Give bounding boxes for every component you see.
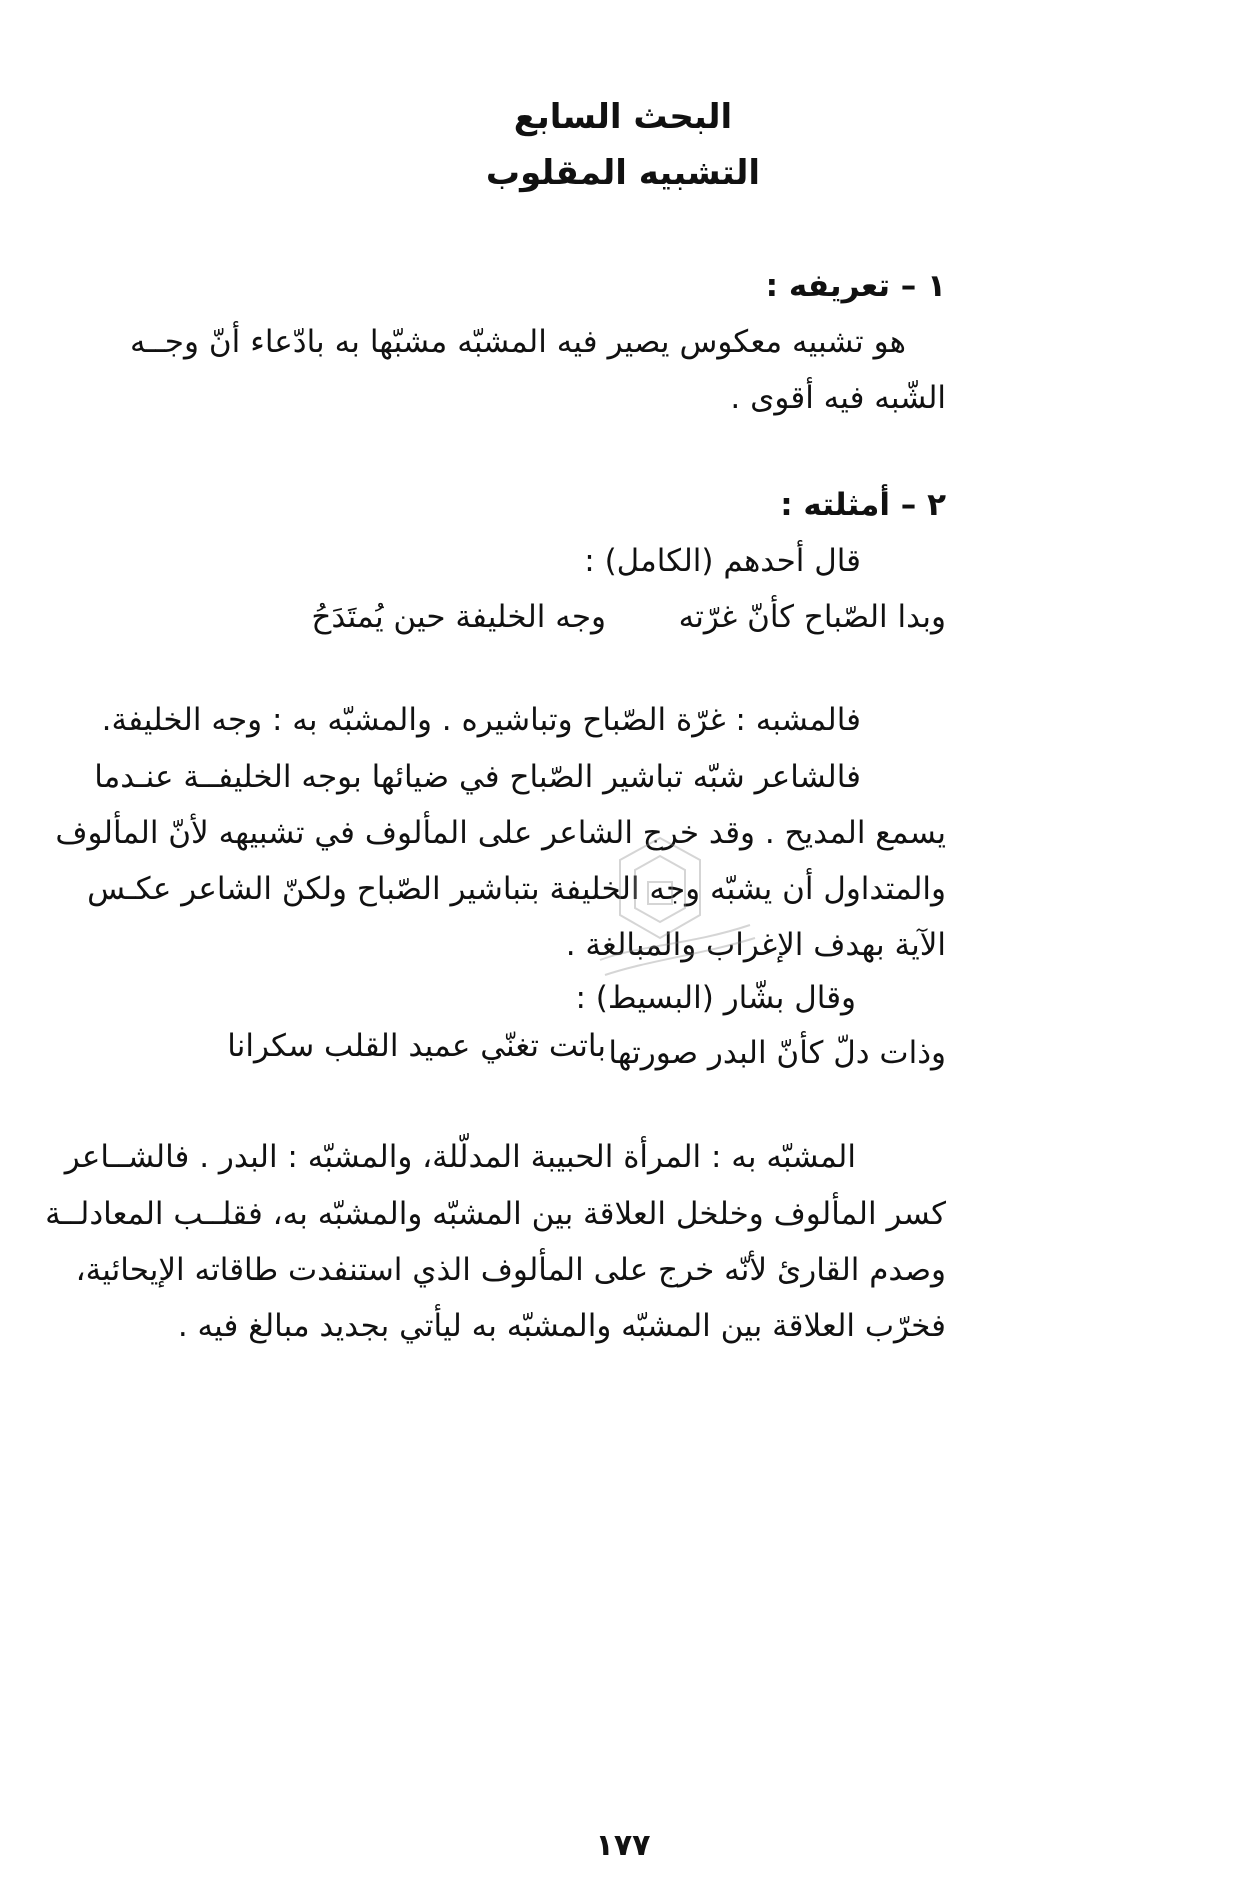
paragraph-2-line-1: المشبّه به : المرأة الحبيبة المدلّلة، والمشبّه : البدر . فالشــاعر <box>64 1139 856 1175</box>
verse-1-second-hemistich: وجه الخليفة حين يُمتَدَحُ <box>311 599 606 635</box>
paragraph-1-line-5: الآية بهدف الإغراب والمبالغة . <box>565 927 946 963</box>
page-number: ١٧٧ <box>595 1828 651 1863</box>
verse-2-second-hemistich: باتت تغنّي عميد القلب سكرانا <box>227 1028 606 1064</box>
chapter-subtitle: التشبيه المقلوب <box>485 153 761 193</box>
chapter-title: البحث السابع <box>513 97 733 137</box>
example-intro-1: قال أحدهم (الكامل) : <box>584 543 861 579</box>
definition-line-2: الشّبه فيه أقوى . <box>730 380 946 416</box>
verse-1-first-hemistich: وبدا الصّباح كأنّ غرّته <box>678 599 946 635</box>
verse-2-first-hemistich: وذات دلّ كأنّ البدر صورتها <box>608 1035 946 1071</box>
paragraph-2-line-3: وصدم القارئ لأنّه خرج على المألوف الذي استنفدت طاقاته الإيحائية، <box>75 1252 946 1288</box>
example-intro-2: وقال بشّار (البسيط) : <box>575 980 856 1016</box>
definition-line-1: هو تشبيه معكوس يصير فيه المشبّه مشبّها به بادّعاء أنّ وجــه <box>130 324 906 360</box>
library-stamp-watermark-icon <box>560 820 760 1020</box>
paragraph-1-line-2: فالشاعر شبّه تباشير الصّباح في ضيائها بوجه الخليفــة عنـدما <box>94 759 861 795</box>
paragraph-1-line-4: والمتداول أن يشبّه وجه الخليفة بتباشير الصّباح ولكنّ الشاعر عكـس <box>87 871 946 907</box>
paragraph-1-line-3: يسمع المديح . وقد خرج الشاعر على المألوف في تشبيهه لأنّ المألوف <box>55 815 946 851</box>
examples-heading: ٢ – أمثلته : <box>780 487 946 523</box>
paragraph-2-line-2: كسر المألوف وخلخل العلاقة بين المشبّه والمشبّه به، فقلــب المعادلــة <box>45 1196 946 1232</box>
paragraph-2-line-4: فخرّب العلاقة بين المشبّه والمشبّه به ليأتي بجديد مبالغ فيه . <box>177 1308 946 1344</box>
paragraph-1-line-1: فالمشبه : غرّة الصّباح وتباشيره . والمشبّه به : وجه الخليفة. <box>101 702 861 738</box>
definition-heading: ١ – تعريفه : <box>765 268 946 304</box>
